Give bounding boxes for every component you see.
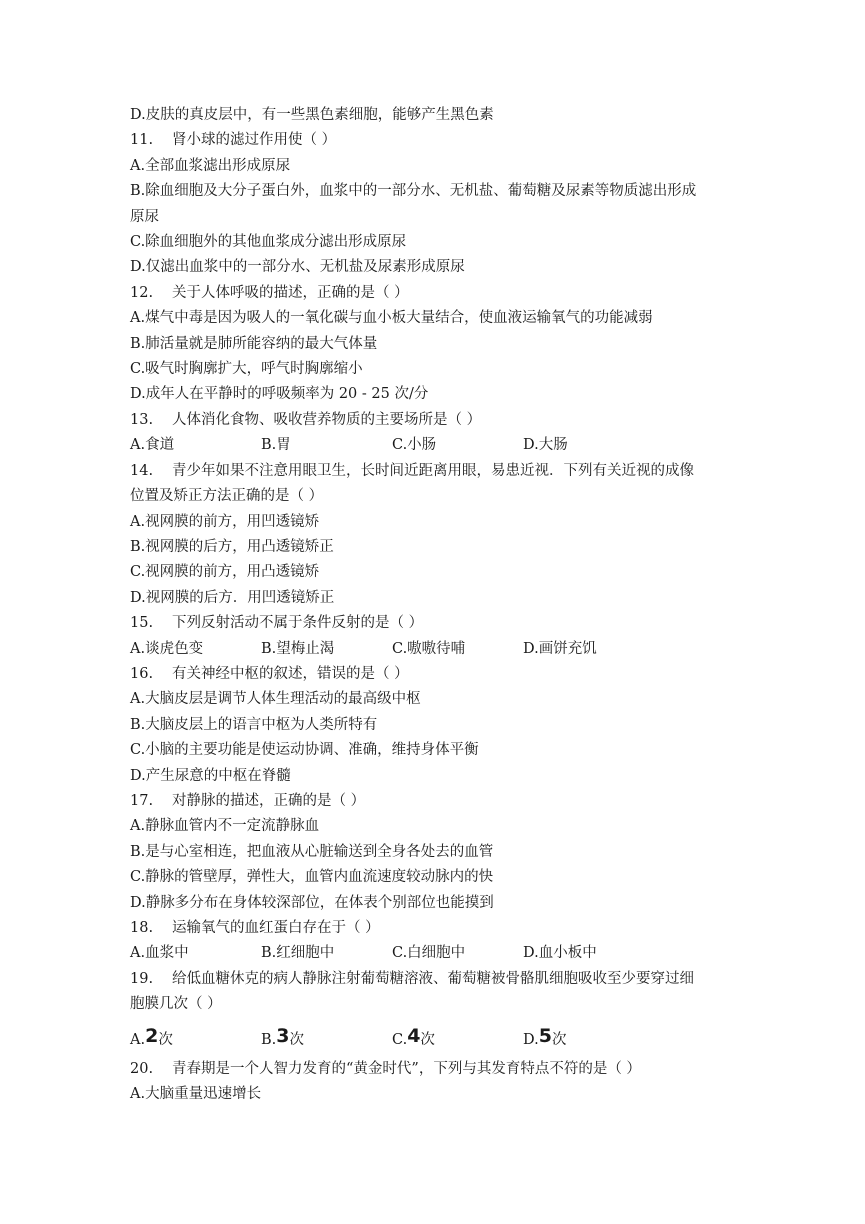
question-16 <box>130 662 750 687</box>
question-stem: 给低血糖休克的病人静脉注射葡萄糖溶液、葡萄糖被骨骼肌细胞吸收至少要穿过细 <box>172 970 694 987</box>
question-19 <box>130 967 750 992</box>
option-line: 原尿 <box>130 208 159 225</box>
option-b: B.红细胞中 <box>261 945 335 962</box>
option-line: B.大脑皮层上的语言中枢为人类所特有 <box>130 716 378 733</box>
option-letter: D. <box>523 1031 539 1048</box>
option-d <box>523 1026 654 1053</box>
option-line: D.视网膜的后方．用凹透镜矫正 <box>130 589 335 606</box>
option-b: B.望梅止渴 <box>261 640 335 657</box>
option-a: A.谈虎色变 <box>130 640 204 657</box>
option-line: D.皮肤的真皮层中，有一些黑色素细胞，能够产生黑色素 <box>130 107 494 123</box>
question-stem: 肾小球的滤过作用使（ ） <box>172 132 337 149</box>
document-page <box>130 103 750 1108</box>
option-line: A.视网膜的前方，用凹透镜矫 <box>130 513 320 530</box>
option-line: A.静脉血管内不一定流静脉血 <box>130 818 320 835</box>
question-stem: 青少年如果不注意用眼卫生，长时间近距离用眼，易患近视．下列有关近视的成像 <box>172 462 694 479</box>
question-stem: 下列反射活动不属于条件反射的是（ ） <box>172 615 424 632</box>
question-stem: 运输氧气的血红蛋白存在于（ ） <box>172 920 380 936</box>
question-stem-continued: 胞膜几次（ ） <box>130 996 222 1013</box>
question-stem: 有关神经中枢的叙述，错误的是（ ） <box>172 665 409 682</box>
option-unit: 次 <box>158 1031 173 1048</box>
question-12 <box>130 281 750 306</box>
option-line: A.大脑皮层是调节人体生理活动的最高级中枢 <box>130 691 421 708</box>
option-line: B.是与心室相连，把血液从心脏输送到全身各处去的血管 <box>130 843 494 860</box>
question-number: 13. <box>130 411 154 428</box>
option-line: B.视网膜的后方，用凸透镜矫正 <box>130 538 334 555</box>
question-stem: 关于人体呼吸的描述，正确的是（ ） <box>172 284 409 301</box>
option-d: D.画饼充饥 <box>523 640 597 657</box>
option-letter: B. <box>261 1031 277 1048</box>
option-number: 5 <box>538 1024 552 1047</box>
options-row <box>130 433 750 458</box>
question-15 <box>130 611 750 636</box>
question-20 <box>130 1057 750 1082</box>
option-d: D.大肠 <box>523 437 568 454</box>
question-number: 16. <box>130 665 154 682</box>
option-unit: 次 <box>420 1031 435 1048</box>
option-c: C.小肠 <box>392 437 437 454</box>
options-row <box>130 637 750 662</box>
question-stem: 人体消化食物、吸收营养物质的主要场所是（ ） <box>172 411 482 428</box>
option-letter: A. <box>130 1031 146 1048</box>
option-number: 2 <box>145 1024 159 1047</box>
question-18 <box>130 916 750 941</box>
option-a <box>130 1026 261 1053</box>
option-line: D.仅滤出血浆中的一部分水、无机盐及尿素形成原尿 <box>130 259 465 276</box>
option-unit: 次 <box>551 1031 567 1048</box>
option-line: D.静脉多分布在身体较深部位，在体表个别部位也能摸到 <box>130 894 494 911</box>
option-line: B.除血细胞及大分子蛋白外，血浆中的一部分水、无机盐、葡萄糖及尿素等物质滤出形成 <box>130 183 697 200</box>
option-b <box>261 1026 392 1053</box>
question-13 <box>130 408 750 433</box>
option-number: 4 <box>407 1024 421 1047</box>
option-line: D.成年人在平静时的呼吸频率为 20 - 25 次/分 <box>130 386 429 403</box>
option-line: B.肺活量就是肺所能容纳的最大气体量 <box>130 335 378 352</box>
option-line: C.吸气时胸廓扩大，呼气时胸廓缩小 <box>130 361 363 378</box>
option-d: D.血小板中 <box>523 945 597 962</box>
option-a: A.食道 <box>130 437 175 454</box>
option-c: C.嗷嗷待哺 <box>392 640 466 657</box>
question-17 <box>130 789 750 814</box>
option-c <box>392 1026 523 1053</box>
option-line: C.小脑的主要功能是使运动协调、准确，维持身体平衡 <box>130 742 479 759</box>
question-number: 12. <box>130 284 154 301</box>
option-number: 3 <box>276 1024 290 1047</box>
question-stem-continued: 位置及矫正方法正确的是（ ） <box>130 488 324 505</box>
question-number: 17. <box>130 792 154 809</box>
option-line: A.煤气中毒是因为吸人的一氧化碳与血小板大量结合，使血液运输氧气的功能减弱 <box>130 310 653 327</box>
question-number: 20. <box>130 1061 154 1078</box>
question-number: 14. <box>130 462 154 479</box>
options-row <box>130 941 750 966</box>
question-number: 11. <box>130 132 154 149</box>
option-letter: C. <box>392 1031 408 1048</box>
question-number: 18. <box>130 920 154 936</box>
question-14 <box>130 459 750 484</box>
options-row <box>130 1026 750 1053</box>
option-b: B.胃 <box>261 437 291 454</box>
question-stem: 青春期是一个人智力发育的“黄金时代”，下列与其发育特点不符的是（ ） <box>172 1061 641 1078</box>
question-number: 15. <box>130 615 154 632</box>
question-number: 19. <box>130 970 154 987</box>
option-line: A.大脑重量迅速增长 <box>130 1086 262 1103</box>
option-unit: 次 <box>289 1031 304 1048</box>
option-c: C.白细胞中 <box>392 945 466 962</box>
option-line: C.静脉的管壁厚，弹性大，血管内血流速度较动脉内的快 <box>130 869 494 886</box>
question-stem: 对静脉的描述，正确的是（ ） <box>172 792 366 809</box>
option-line: D.产生尿意的中枢在脊髓 <box>130 767 291 784</box>
option-line: C.视网膜的前方，用凸透镜矫 <box>130 564 320 581</box>
option-line: C.除血细胞外的其他血浆成分滤出形成原尿 <box>130 234 407 251</box>
option-a: A.血浆中 <box>130 945 189 962</box>
question-11 <box>130 128 750 153</box>
option-line: A.全部血浆滤出形成原尿 <box>130 157 291 174</box>
